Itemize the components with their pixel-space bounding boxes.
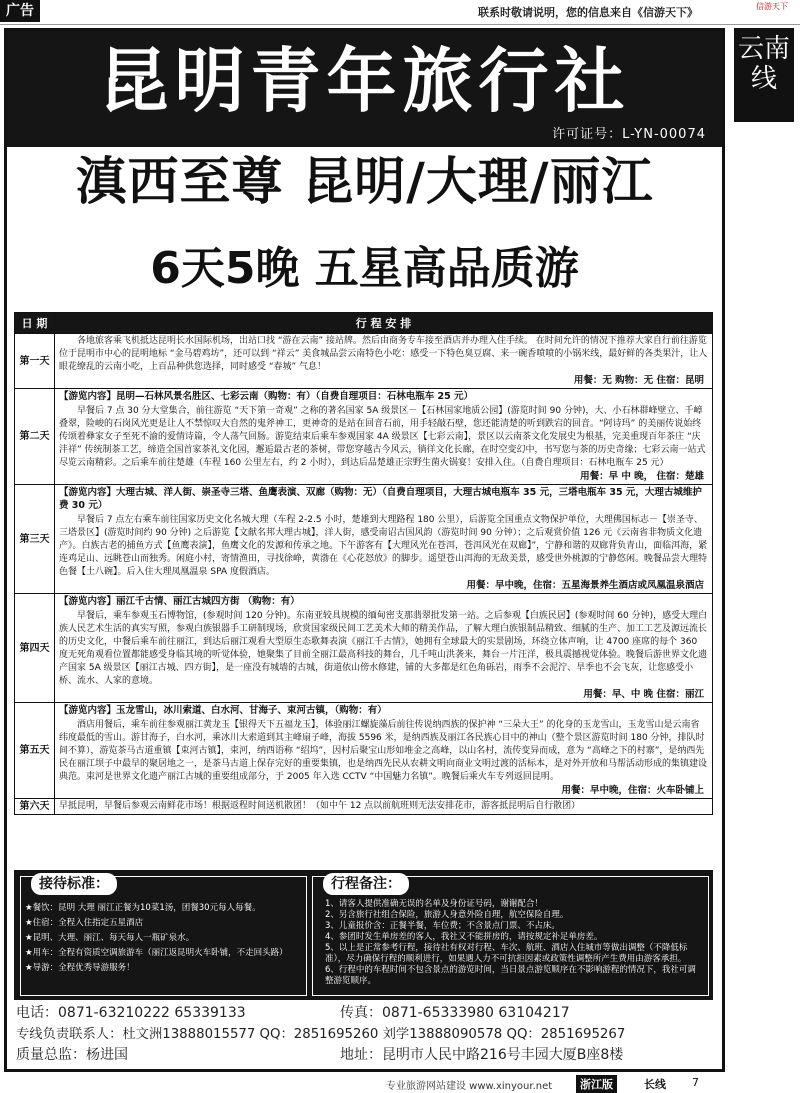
day-content <box>55 703 713 799</box>
reception-panel <box>20 876 307 996</box>
day-label: 第二天 <box>15 389 55 485</box>
footer-note: 专业旅游网站建设 www.xinyour.net <box>386 1081 553 1092</box>
address: 地址：昆明市人民中路216号丰园大厦B座8楼 <box>340 1047 624 1063</box>
itinerary-table <box>14 312 713 815</box>
day-body: 酒店用餐后，乘车前往参观丽江黄龙玉【银得天下五福龙玉】，体验丽江螺旋藻后前往传说纳西族的保护神 “三朵大王” 的化身的玉龙雪山，玉龙雪山是云南省纬度最低的雪山。游甘海子，白水河，乘冰川大索道到其主峰扇子峰，海拔 5596 米，是纳西族及丽江各民族心目中的神山（整个景区游览时间 180 分钟，排队时间不算），游览茶马古道重镇【束河古镇】，束河，纳西语称 “绍坞”，因村后聚宝山形如堆金之高峰，以山名村，流传变异而成，意为 “高峰之下的村寨”，是纳西先民在丽江坝子中最早的聚居地之一，是茶马古道上保存完好的重要集镇，也是纳西先民从农耕文明向商业文明过渡的活标本，是对外开放和马帮活动形成的集镇建设典范。束河是世界文化遗产丽江古城的重要组成部分，于 2005 年入选 CCTV “中国魅力名镇”。晚餐后乘火车专列返回昆明。 <box>59 720 708 782</box>
edition-badge: 浙江版 <box>576 1075 617 1093</box>
day-content <box>55 594 713 703</box>
list-item: ★导游：全程优秀导游服务！ <box>25 963 135 973</box>
notes-title: 行程备注： <box>323 873 409 895</box>
tour-subtitle: 6天5晚 五星高品质游 <box>150 243 579 294</box>
reception-list <box>25 901 302 976</box>
day-meals: 用餐：早 中 晚， 住宿：楚雄 <box>580 471 704 482</box>
quality-supervisor: 质量总监：杨进国 <box>16 1047 128 1063</box>
day-body: 早餐后 7 点左右乘车前往国家历史文化名城大理（车程 2-2.5 小时，楚雄到大理路程 180 公里），后游览全国重点文物保护单位，大理佛国标志－【崇圣寺、三塔景区】(游览时间约 90 分钟) 之后游览【文献名邦大理古城】，洋人街，感受南诏古国风韵（游览时间 90 分钟）；之后观赏价值 126 元《云南省非物质文化遗产》。白族古老的捕鱼方式【鱼鹰表演】，鱼鹰文化的发源和传承之地。下午游客有【大理风光在苍洱，苍洱风光在双廊】”，宁静和谐的双廊背负青山，面临洱海，紧连鸡足山、远眺苍山而独秀。闲庭小村，寄情渔田，寻找徐峥，黄渤在《心花怒放》的脚步。遥望苍山洱海的无敌美景，感受世外桃源的宁静悠闲。晚餐品尝大理特色餐【土八碗】。后入住大理凤凰温泉 SPA 度假酒店。 <box>59 515 708 577</box>
day-meals: 用餐：早、中 晚 住宿：丽江 <box>583 689 704 700</box>
day-meals: 用餐：早中晚，住宿：五星海景养生酒店或凤凰温泉酒店 <box>466 580 704 591</box>
day-highlight: 【游览内容】玉龙雪山，冰川索道、白水河、甘海子、束河古镇，（购物：有） <box>59 705 387 716</box>
day-row <box>15 594 713 703</box>
day-meals: 用餐：无 购物：无 住宿：昆明 <box>573 375 704 386</box>
list-item: ★餐饮：昆明 大理 丽江正餐为10菜1汤，团餐30元每人每餐。 <box>25 903 261 913</box>
page-footer <box>0 1073 800 1093</box>
license-number: 许可证号：L-YN-00074 <box>552 127 706 142</box>
ad-tag: 广告 <box>0 0 40 22</box>
day-row <box>15 389 713 485</box>
region-side-tab: 云南线 <box>734 28 794 122</box>
contact-section <box>16 1003 716 1066</box>
day-highlight: 【游览内容】大理古城、洋人街、崇圣寺三塔、鱼鹰表演、双廊（购物：无）（自费自理项目，大理古城电瓶车 35 元，三塔电瓶车 35 元，大理古城维护费 30 元） <box>59 487 702 511</box>
day-content <box>55 334 713 389</box>
day-content <box>55 799 713 815</box>
line-contacts: 专线负责联系人：杜文洲13888015577 QQ：2851695260 刘学13888090578 QQ：2851695267 <box>16 1027 626 1042</box>
day-meals: 用餐：早中晚，住宿：火车卧铺上 <box>561 785 704 796</box>
day-content <box>55 485 713 594</box>
col-plan-header: 行 程 安 排 <box>55 313 713 334</box>
day-label: 第五天 <box>15 703 55 799</box>
day-highlight: 【游览内容】昆明—石林风景名胜区、七彩云南（购物：有）（自费自理项目：石林电瓶车 25 元） <box>59 391 474 402</box>
company-header <box>7 31 722 147</box>
day-label: 第四天 <box>15 594 55 703</box>
source-note: 联系时敬请说明，您的信息来自《信游天下》 <box>478 6 698 19</box>
list-item: 4、参团时发生单房差的客人，我社又不能拼房的，请按规定补足单房差。 <box>325 932 603 942</box>
info-box <box>14 870 713 1000</box>
notes-list <box>325 899 700 987</box>
section-label: 长线 <box>644 1078 666 1091</box>
list-item: 6、行程中的车程时间不包含景点的游览时间，当日景点游览顺序在不影响游程的情况下，我社可调整游览顺序。 <box>325 965 696 986</box>
day-label: 第三天 <box>15 485 55 594</box>
day-body: 早餐后 7 点 30 分大堂集合，前往游览 “天下第一奇观” 之称的著名国家 5A 级景区－【石林国家地质公园】(游览时间 90 分钟)，大、小石林群峰壁立、千嶂叠翠，险峻的石岗风光更是让人不禁惊叹大自然的鬼斧神工，更神奇的是站在回音石前，用手轻敲石壁，您还能清楚的听到跌宕的回音。“阿诗玛” 的美丽传说始终传颂着彝家女子至死不渝的爱情诗篇，令人荡气回肠。游览结束后乘车参观国家 4A 级景区【七彩云南】，景区以云南茶文化发展史为根基，完美重现百年茶庄 “庆沣祥” 传统制茶工艺，缔造全国首家茶礼文化园，邂逅最古老的茶树，带您穿越古今风云，徜徉文化长廊，在时空变幻中，书写您与茶的历史奇缘；七彩云南一站式尽览云南精彩。之后乘车前往楚雄（车程 160 公里左右，约 2 小时），到达后品楚雄正宗野生菌火锅宴！安排入住。（自费自理项目：石林电瓶车 25 元） <box>59 406 706 468</box>
list-item: ★昆明、大理、丽江、每天每人一瓶矿泉水。 <box>25 933 195 943</box>
day-body: 早餐后，乘车参观玉石博物馆，(参观时间 120 分钟)。东南亚较具规模的缅甸密支那翡翠批发第一站。之后参观【白族民居】(参观时间 60 分钟)，感受大理白族人民艺术生活的真实写照，参观白族银器手工研制现场，欣赏国家级民间工艺美术大师的精美作品，了解大理白族银制品精致、细腻的生产、加工工艺及源远流长的历史文化，中餐后乘车前往丽江，到达后丽江观看大型原生态歌舞表演《丽江千古情》，她拥有全球最大的实景剧场，环绕立体声响，让 4700 座席的每个 360 度无死角观看位置都能感受身临其境的听觉体验，她聚集了目前全丽江最高科技的舞台，几千吨山洪袭来，舞台一片汪洋，极具震撼视觉体验。晚餐后游世界文化遗产国家 5A 级景区【丽江古城、四方街】，是一座没有城墙的古城，街道依山傍水修建，铺的大多都是红色角砾岩，雨季不会泥泞、旱季也不会飞灰，让您感受小桥、流水、人家的意境。 <box>59 611 708 686</box>
day-row <box>15 334 713 389</box>
day-label: 第一天 <box>15 334 55 389</box>
day-body: 早抵昆明，早餐后参观云南鲜花市场！根据返程时间送机散团！（如中午 12 点以前航班则无法安排花市，游客抵昆明后自行散团） <box>59 801 581 811</box>
day-body: 各地旅客乘飞机抵达昆明长水国际机场，出站口找 “游在云南” 接站牌。然后由商务专车接至酒店并办理入住手续。 在时间允许的情况下推荐大家自行前往游览位于昆明市中心的昆明地标 “金马碧鸡坊”，还可以到 “祥云” 美食城品尝云南特色小吃：感受一下特色臭豆腐、来一碗香喷喷的小锅米线，最好鲜的各类果汁，让人眼花缭乱的云南小吃，上百品种供您选择，同时感受 “春城” 气息！ <box>59 336 708 372</box>
itinerary-header <box>15 313 713 334</box>
list-item: ★用车：全程有资质空调旅游车（丽江返昆明火车卧铺，不走回头路） <box>25 948 288 958</box>
top-bar <box>0 0 800 25</box>
reception-title: 接待标准： <box>31 873 117 895</box>
day-highlight: 【游览内容】丽江千古情、丽江古城四方街 （购物：有） <box>59 596 300 607</box>
col-day-header: 日 期 <box>15 313 55 334</box>
tour-title: 滇西至尊 昆明/大理/丽江 <box>75 153 654 212</box>
list-item: 5、以上是正常参考行程，接待社有权对行程、车次、航班、酒店入住城市等做出调整（不降低标准），尽力确保行程的顺利进行，如果遇人力不可抗拒因素或政策性调整所产生费用由游客承担。 <box>325 943 688 964</box>
day-row <box>15 799 713 815</box>
notes-panel <box>312 876 709 996</box>
company-name: 昆明青年旅行社 <box>98 39 631 122</box>
page-number: 7 <box>692 1076 699 1089</box>
list-item: 3、儿童报价含：正餐半餐，车位费；不含景点门票、不占床。 <box>325 921 560 931</box>
publication-logo: 信游天下 <box>756 2 788 11</box>
phone-number: 电话：0871-63210222 65339133 <box>16 1005 246 1021</box>
day-content <box>55 389 713 485</box>
fax-number: 传真：0871-65333980 63104217 <box>340 1005 570 1021</box>
list-item: 2、另含旅行社组合保险，旅游人身意外险自理，航空保险自理。 <box>325 910 569 920</box>
day-row <box>15 703 713 799</box>
list-item: 1、请客人提供准确无误的名单及身份证号码，谢谢配合！ <box>325 899 543 909</box>
day-row <box>15 485 713 594</box>
day-label: 第六天 <box>15 799 55 815</box>
list-item: ★住宿：全程入住指定五星酒店 <box>25 918 144 928</box>
